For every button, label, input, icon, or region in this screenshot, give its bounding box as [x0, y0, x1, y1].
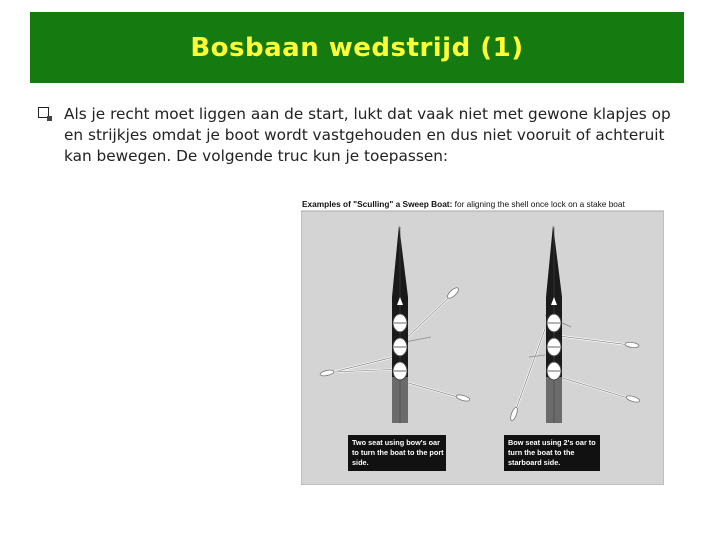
slide-title: Bosbaan wedstrijd (1) [190, 32, 524, 63]
bullet-box-icon [38, 107, 49, 118]
title-bar [30, 12, 684, 83]
svg-text:to turn the boat to the port: to turn the boat to the port [352, 448, 444, 457]
caption-right [504, 435, 600, 471]
caption-left [348, 435, 446, 471]
bullet-item [38, 104, 688, 167]
bullet-text: Als je recht moet liggen aan de start, lukt dat vaak niet met gewone klapjes op en strijkjes omdat je boot wordt vastgehouden en dus niet vooruit of achteruit kan bewegen. De volgende truc kun je toepassen: [64, 105, 671, 165]
rowing-diagram [301, 197, 664, 485]
svg-text:side.: side. [352, 458, 369, 467]
svg-text:starboard side.: starboard side. [508, 458, 561, 467]
svg-text:Two seat using bow's oar: Two seat using bow's oar [352, 438, 440, 447]
svg-text:Bow seat using 2's oar to: Bow seat using 2's oar to [508, 438, 596, 447]
svg-text:turn the boat to the: turn the boat to the [508, 448, 575, 457]
figure-heading: Examples of "Sculling" a Sweep Boat: for aligning the shell once lock on a stake boat [302, 199, 625, 209]
